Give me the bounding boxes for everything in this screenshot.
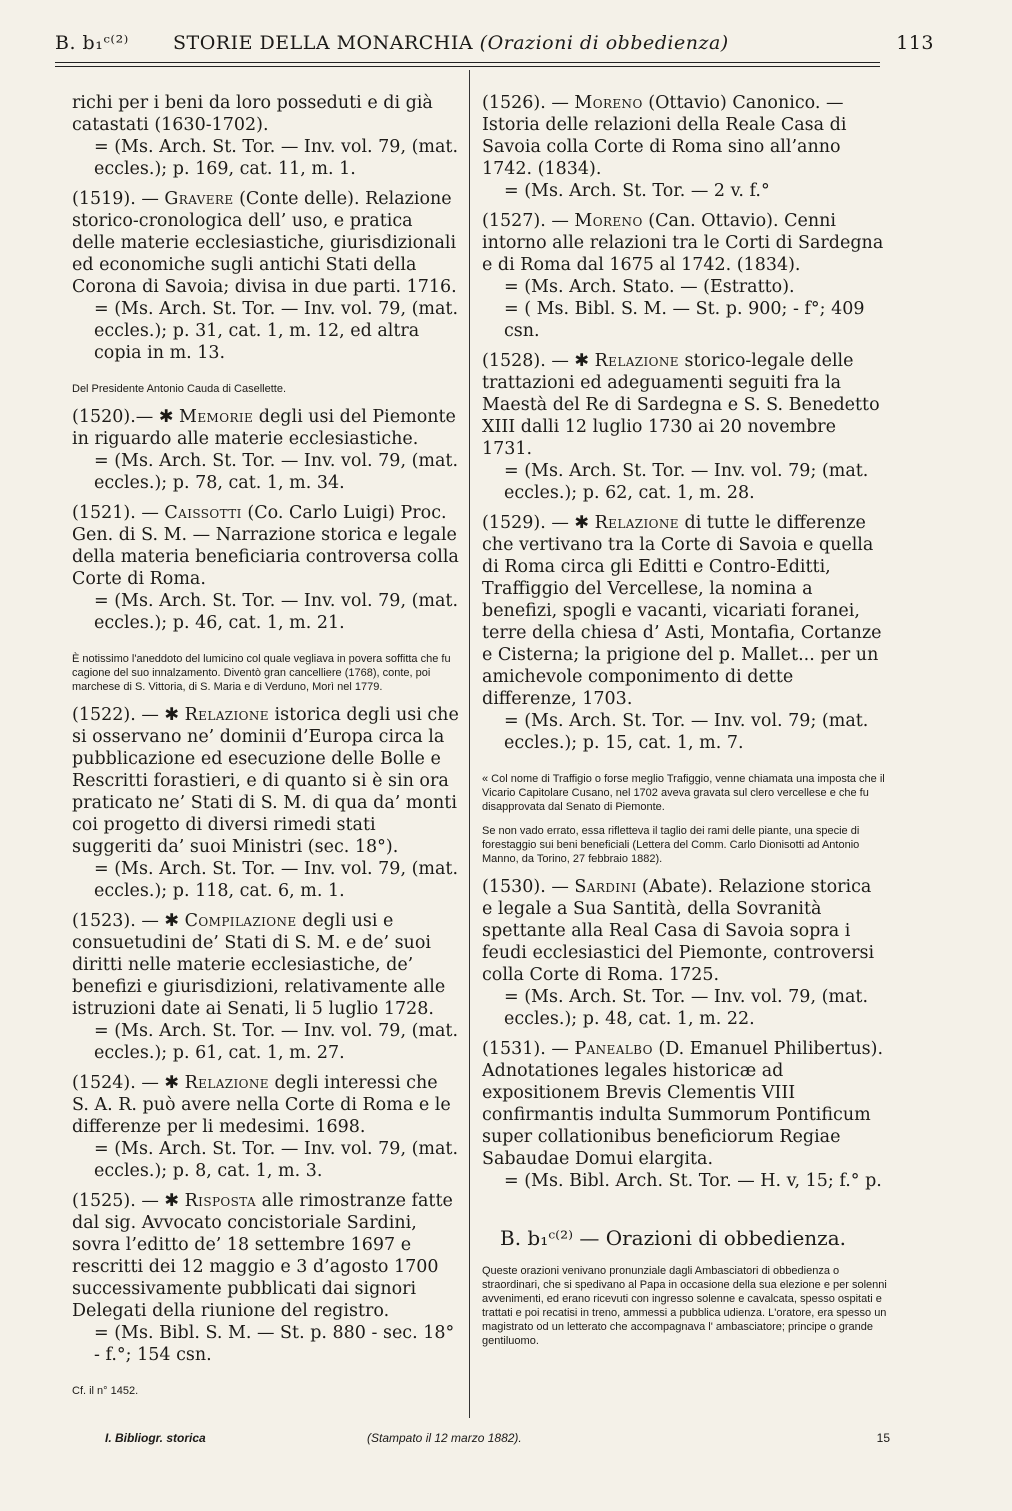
entry-reference: = (Ms. Arch. St. Tor. — Inv. vol. 79, (mat. eccles.); p. 61, cat. 1, m. 27. <box>94 1021 459 1063</box>
entry-reference: = (Ms. Arch. Stato. — (Estratto). <box>504 277 795 297</box>
entry-number: (1519). — <box>72 189 165 209</box>
entry-spacer <box>482 754 887 762</box>
entry-author: Relazione <box>184 705 269 725</box>
running-header <box>55 30 934 64</box>
entry-number: (1523). — ✱ <box>72 911 185 931</box>
entry-text: degli interessi che S. A. R. può avere nella Corte di Roma e le differenze per li medesimi. 1698. <box>72 1073 451 1137</box>
entry-spacer <box>482 202 887 210</box>
entry-reference: = (Ms. Arch. St. Tor. — Inv. vol. 79, (mat. eccles.); p. 169, cat. 11, m. 1. <box>94 137 459 179</box>
entry-number: (1520).— ✱ <box>72 407 180 427</box>
entry-text: (Abate). Relazione storica e legale a Sua Santità, della Sovranità spettante alla Real Casa di Savoia sopra i feudi ecclesiastici del Piemonte, controversi colla Corte di Roma. 1725. <box>482 877 875 985</box>
entry-author: Gravere <box>164 189 234 209</box>
catalog-entry <box>482 350 887 504</box>
entry-body <box>482 92 887 180</box>
entry-author: Risposta <box>184 1191 257 1211</box>
header-rule-thin <box>55 66 880 67</box>
catalog-entry <box>72 188 460 364</box>
entry-author: Relazione <box>184 1073 269 1093</box>
page-title <box>173 32 729 54</box>
footer-print-date: (Stampato il 12 marzo 1882). <box>367 1431 522 1445</box>
entry-body <box>72 1072 460 1138</box>
right-column <box>482 92 887 1358</box>
entry-body <box>482 1038 887 1170</box>
entry-author: Caissotti <box>164 503 242 523</box>
catalog-entry <box>72 406 460 494</box>
entry-reference: = (Ms. Arch. St. Tor. — 2 v. f.° <box>504 181 770 201</box>
section-heading: B. b₁ᶜ⁽²⁾ — Orazioni di obbedienza. <box>500 1226 846 1250</box>
entry-spacer <box>72 634 460 642</box>
entry-author: Memorie <box>179 407 254 427</box>
entry-spacer <box>72 494 460 502</box>
entry-spacer <box>482 342 887 350</box>
entry-reference: = (Ms. Arch. St. Tor. — Inv. vol. 79, (mat. eccles.); p. 8, cat. 1, m. 3. <box>94 1139 459 1181</box>
entry-reference: = (Ms. Arch. St. Tor. — Inv. vol. 79; (mat. eccles.); p. 62, cat. 1, m. 28. <box>504 461 869 503</box>
catalog-entry <box>72 704 460 902</box>
entry-author: Moreno <box>574 211 643 231</box>
entry-text: degli usi del Piemonte in riguardo alle materie ecclesiastiche. <box>72 407 456 449</box>
entry-author: Sardini <box>574 877 637 897</box>
entry-text: (Co. Carlo Luigi) Proc. Gen. di S. M. — Narrazione storica e legale della materia beneficiaria controversa colla Corte di Roma. <box>72 503 459 589</box>
entry-spacer <box>72 902 460 910</box>
entry-body <box>482 350 887 460</box>
entry-number: (1530). — <box>482 877 575 897</box>
catalog-entry <box>482 92 887 202</box>
entry-spacer <box>482 1192 887 1200</box>
entry-spacer <box>482 504 887 512</box>
entry-body <box>482 876 887 986</box>
entry-spacer <box>72 364 460 372</box>
entry-reference: = (Ms. Arch. St. Tor. — Inv. vol. 79, (mat. eccles.); p. 118, cat. 6, m. 1. <box>94 859 459 901</box>
entry-reference: = (Ms. Bibl. Arch. St. Tor. — H. v, 15; f.° p. <box>504 1171 882 1191</box>
note-text: Cf. il n° 1452. <box>72 1385 139 1397</box>
catalog-entry <box>482 512 887 754</box>
entry-reference: = (Ms. Arch. St. Tor. — Inv. vol. 79, (mat. eccles.); p. 78, cat. 1, m. 34. <box>94 451 459 493</box>
title-sub: (Orazioni di obbedienza) <box>479 32 729 54</box>
entry-text: istorica degli usi che si osservano ne’ dominii d’Europa circa la pubblicazione ed esecuzione delle Bolle e Rescritti forastieri, e di quanto si è sin ora praticato ne’ Stati di S. M. di qua da’ monti coi progetto di diversi rimedi stati suggeriti da’ suoi Ministri (sec. 18°). <box>72 705 459 857</box>
catalog-entry <box>482 876 887 1030</box>
entry-author: Moreno <box>574 93 643 113</box>
entry-number: (1528). — ✱ <box>482 351 595 371</box>
entry-text: (D. Emanuel Philibertus). Adnotationes legales historicæ ad expositionem Brevis Clementis VIII confirmantis indulta Summorum Pontificum super collationibus beneficiorum Regiae Sabaudae Domui elargita. <box>482 1039 884 1169</box>
entry-spacer <box>482 1030 887 1038</box>
entry-body <box>72 910 460 1020</box>
entry-reference: = (Ms. Arch. St. Tor. — Inv. vol. 79; (mat. eccles.); p. 15, cat. 1, m. 7. <box>504 711 869 753</box>
note-text: « Col nome di Traffigio o forse meglio Trafiggio, venne chiamata una imposta che il Vicario Capitolare Cusano, nel 1702 aveva gravata sul clero vercellese e che fu disapprovata dal Senato di Piemonte. <box>482 773 885 813</box>
note-text: È notissimo l'aneddoto del lumicino col quale vegliava in povera soffitta che fu cagione del suo innalzamento. Diventò gran cancelliere (1768), conte, poi marchese di S. Vittoria, di S. Maria e di Verduno, Morì nel 1779. <box>72 653 451 693</box>
entry-reference: = (Ms. Arch. St. Tor. — Inv. vol. 79, (mat. eccles.); p. 31, cat. 1, m. 12, ed altra copia in m. 13. <box>94 299 459 363</box>
entry-body <box>72 406 460 450</box>
entry-text: alle rimostranze fatte dal sig. Avvocato concistoriale Sardini, sovra l’editto de’ 18 settembre 1697 e rescritti dei 12 maggio e 3 d’agosto 1700 successivamente pubblicati dai signori Delegati della riunione del registro. <box>72 1191 453 1321</box>
section-mark: B. b₁ᶜ⁽²⁾ <box>55 32 129 54</box>
entry-number: (1527). — <box>482 211 575 231</box>
header-rule <box>55 62 880 63</box>
entry-text: (Conte delle). Relazione storico-cronologica dell’ uso, e pratica delle materie ecclesiastiche, giurisdizionali ed economiche sugli antichi Stati della Corona di Savoia; divisa in due parti. 1716. <box>72 189 457 297</box>
entry-text: storico-legale delle trattazioni ed adeguamenti seguiti fra la Maestà del Re di Sardegna e S. S. Benedetto XIII dalli 12 luglio 1730 ai 20 novembre 1731. <box>482 351 880 459</box>
catalog-entry <box>72 1072 460 1182</box>
entry-author: Relazione <box>594 513 679 533</box>
entry-body <box>482 210 887 276</box>
note-text: Queste orazioni venivano pronunziale dagli Ambasciatori di obbedienza o straordinari, che si spedivano al Papa in occasione della sua elezione e per solenni avvenimenti, ed erano ricevuti con ingresso solenne e cavalcata, spesso ospitati e trattati e poi recatisi in treno, ammessi a pubblica udienza. L'oratore, era spesso un magistrato od un letterato che accompagnava l' ambasciatore; principe o grande gentiluomo. <box>482 1265 887 1347</box>
entry-number: (1524). — ✱ <box>72 1073 185 1093</box>
entry-reference: = (Ms. Arch. St. Tor. — Inv. vol. 79, (mat. eccles.); p. 48, cat. 1, m. 22. <box>504 987 869 1029</box>
entry-text: (Ottavio) Canonico. — Istoria delle relazioni della Reale Casa di Savoia colla Corte di Roma sino all’anno 1742. (1834). <box>482 93 847 179</box>
entry-spacer <box>72 1064 460 1072</box>
entry-number: (1526). — <box>482 93 575 113</box>
column-divider <box>469 70 470 1418</box>
entry-reference: = ( Ms. Bibl. S. M. — St. p. 900; - f°; 409 csn. <box>504 299 865 341</box>
entry-number: (1521). — <box>72 503 165 523</box>
entry-body <box>72 704 460 858</box>
entry-number: (1529). — ✱ <box>482 513 595 533</box>
entry-author: Relazione <box>594 351 679 371</box>
entry-author: Panealbo <box>574 1039 653 1059</box>
catalog-entry <box>482 210 887 342</box>
entry-text: (Can. Ottavio). Cenni intorno alle relazioni tra le Corti di Sardegna e di Roma dal 1675 al 1742. (1834). <box>482 211 884 275</box>
catalog-entry <box>72 502 460 634</box>
entry-author: Compilazione <box>184 911 297 931</box>
entry-body <box>72 92 460 136</box>
page-footer <box>105 1431 890 1451</box>
entry-reference: = (Ms. Arch. St. Tor. — Inv. vol. 79, (mat. eccles.); p. 46, cat. 1, m. 21. <box>94 591 459 633</box>
page-number: 113 <box>896 32 934 54</box>
note-text: Del Presidente Antonio Cauda di Casellette. <box>72 383 287 395</box>
entry-body <box>72 188 460 298</box>
entry-text: degli usi e consuetudini de’ Stati di S. M. e de’ suoi diritti nelle materie ecclesiastiche, de’ benefizi e giurisdizioni, relativamente alle istruzioni date ai Senati, li 5 luglio 1728. <box>72 911 446 1019</box>
entry-text: richi per i beni da loro posseduti e di già catastati (1630-1702). <box>72 93 433 135</box>
title-main: STORIE DELLA MONARCHIA <box>173 32 474 54</box>
entry-number: (1525). — ✱ <box>72 1191 185 1211</box>
footer-sheet-number: 15 <box>876 1431 890 1445</box>
note-text: Se non vado errato, essa rifletteva il taglio dei rami delle piante, una specie di forestaggio sui beni beneficiali (Lettera del Comm. Carlo Dionisotti ad Antonio Manno, da Torino, 27 febbraio 1882). <box>482 825 860 865</box>
entry-number: (1522). — ✱ <box>72 705 185 725</box>
catalog-entry <box>72 1190 460 1366</box>
entry-body <box>482 512 887 710</box>
entry-number: (1531). — <box>482 1039 575 1059</box>
entry-body <box>72 1190 460 1322</box>
footer-signature: I. Bibliogr. storica <box>105 1431 206 1445</box>
entry-reference: = (Ms. Bibl. S. M. — St. p. 880 - sec. 18° - f.°; 154 csn. <box>94 1323 455 1365</box>
entry-spacer <box>72 1366 460 1374</box>
catalog-entry <box>72 910 460 1064</box>
catalog-entry <box>72 92 460 180</box>
left-column <box>72 92 460 1408</box>
catalog-entry <box>482 1038 887 1192</box>
entry-spacer <box>72 180 460 188</box>
entry-text: di tutte le differenze che vertivano tra la Corte di Savoia e quella di Roma circa gli Editti e Contro-Editti, Traffiggio del Vercellese, la nomina a benefizi, spogli e vacanti, vicariati foranei, terre della chiesa d’ Asti, Montafia, Cortanze e Cisterna; la prigione del p. Mallet... per un amichevole componimento di dette differenze, 1703. <box>482 513 882 709</box>
entry-body <box>72 502 460 590</box>
entry-spacer <box>72 1182 460 1190</box>
